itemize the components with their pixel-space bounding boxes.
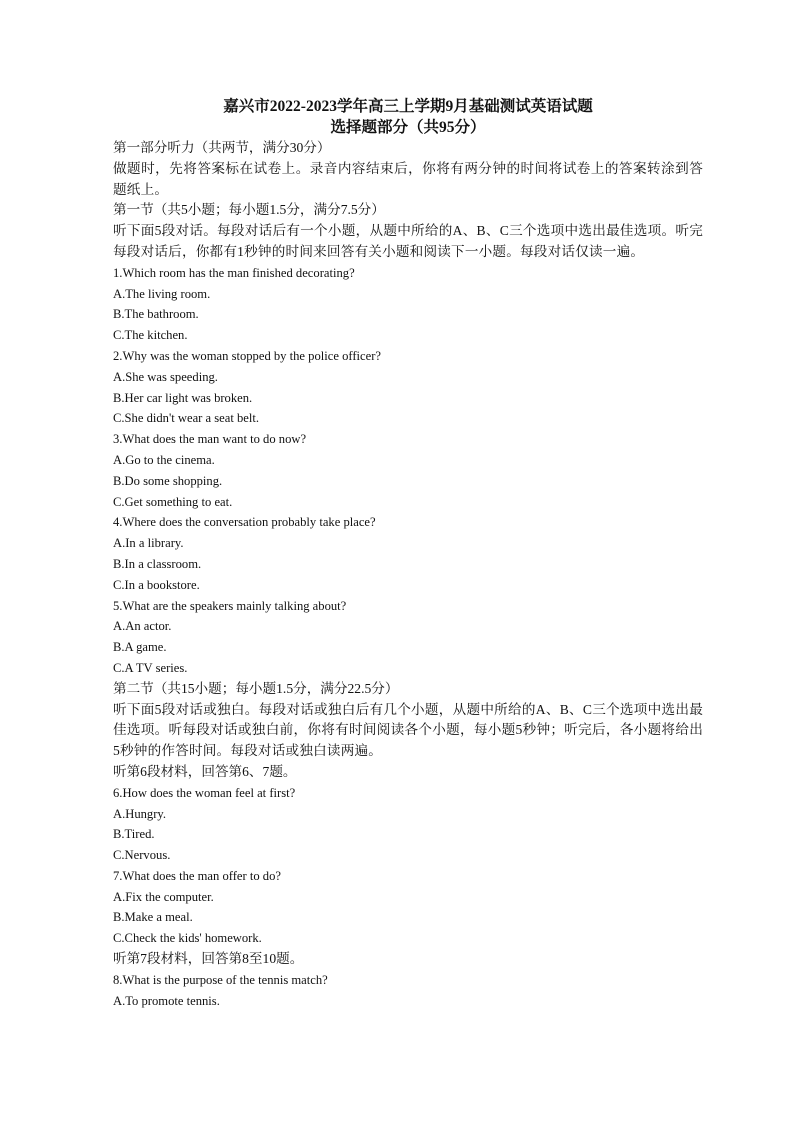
question-stem: 4.Where does the conversation probably take place? [113, 515, 376, 530]
document-page [113, 96, 703, 1011]
question-2 [113, 346, 703, 429]
question-7 [113, 866, 703, 949]
option-b: B.Tired. [113, 827, 155, 842]
option-b: B.Her car light was broken. [113, 390, 253, 405]
question-stem: 1.Which room has the man finished decorating? [113, 265, 355, 280]
option-b: B.Do some shopping. [113, 473, 223, 488]
option-c: C.Get something to eat. [113, 494, 233, 509]
option-a: A.Go to the cinema. [113, 452, 215, 467]
option-b: B.Make a meal. [113, 910, 193, 925]
option-c: C.In a bookstore. [113, 577, 200, 592]
question-stem: 8.What is the purpose of the tennis match? [113, 972, 328, 987]
section2-instruction: 听下面5段对话或独白。每段对话或独白后有几个小题，从题中所给的A、B、C三个选项中选出最佳选项。听每段对话或独白前，你将有时间阅读各个小题，每小题5秒钟；听完后，各小题将给出5秒钟的作答时间。每段对话或独白读两遍。 [113, 701, 703, 759]
question-stem: 6.How does the woman feel at first? [113, 785, 296, 800]
question-stem: 3.What does the man want to do now? [113, 432, 307, 447]
question-5 [113, 596, 703, 679]
section1-instruction: 听下面5段对话。每段对话后有一个小题，从题中所给的A、B、C三个选项中选出最佳选项。听完每段对话后，你都有1秒钟的时间来回答有关小题和阅读下一小题。每段对话仅读一遍。 [113, 223, 703, 259]
exam-subtitle: 选择题部分（共95分） [330, 119, 486, 136]
part1-heading: 第一部分听力（共两节，满分30分） [113, 140, 331, 155]
option-b: B.The bathroom. [113, 307, 199, 322]
option-c: C.A TV series. [113, 660, 188, 675]
question-stem: 2.Why was the woman stopped by the police officer? [113, 348, 382, 363]
option-a: A.In a library. [113, 536, 184, 551]
option-a: A.She was speeding. [113, 369, 218, 384]
option-a: A.An actor. [113, 619, 172, 634]
option-b: B.A game. [113, 640, 167, 655]
option-a: A.Fix the computer. [113, 889, 214, 904]
option-a: A.Hungry. [113, 806, 167, 821]
option-c: C.Check the kids' homework. [113, 931, 262, 946]
option-c: C.She didn't wear a seat belt. [113, 411, 260, 426]
option-a: A.To promote tennis. [113, 993, 220, 1008]
option-b: B.In a classroom. [113, 556, 202, 571]
part1-instruction: 做题时，先将答案标在试卷上。录音内容结束后，你将有两分钟的时间将试卷上的答案转涂到答题纸上。 [113, 160, 703, 197]
question-stem: 5.What are the speakers mainly talking about? [113, 598, 347, 613]
option-c: C.The kitchen. [113, 328, 188, 343]
question-3 [113, 429, 703, 512]
question-6 [113, 783, 703, 866]
question-4 [113, 512, 703, 595]
option-a: A.The living room. [113, 286, 211, 301]
material-6-label: 听第6段材料，回答第6、7题。 [113, 763, 297, 779]
question-1 [113, 263, 703, 346]
section2-heading: 第二节（共15小题；每小题1.5分，满分22.5分） [113, 680, 399, 696]
section1-heading: 第一节（共5小题；每小题1.5分，满分7.5分） [113, 202, 385, 218]
material-7-label: 听第7段材料，回答第8至10题。 [113, 951, 304, 967]
exam-title: 嘉兴市2022-2023学年高三上学期9月基础测试英语试题 [223, 98, 593, 115]
option-c: C.Nervous. [113, 848, 171, 863]
question-stem: 7.What does the man offer to do? [113, 868, 281, 883]
question-8 [113, 970, 703, 1012]
